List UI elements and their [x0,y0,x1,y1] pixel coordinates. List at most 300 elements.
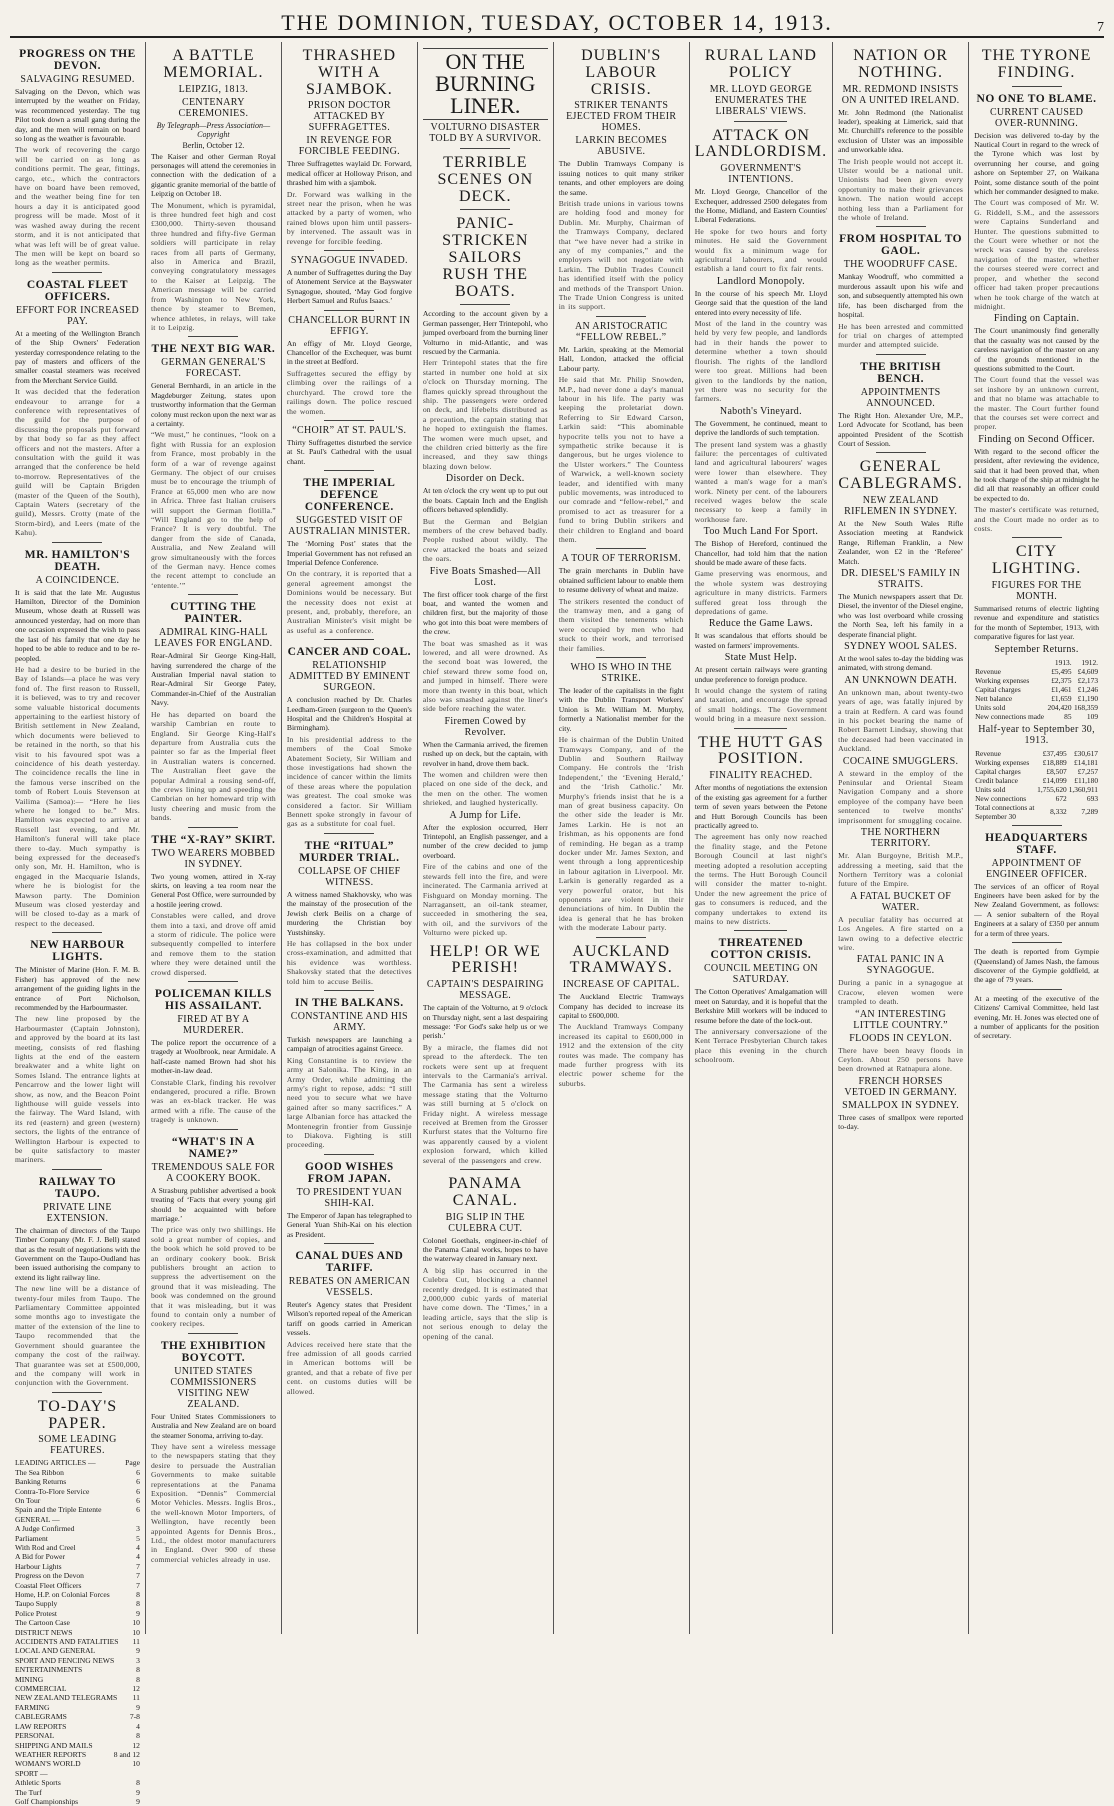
masthead-title: THE DOMINION, TUESDAY, OCTOBER 14, 1913. [281,10,833,35]
article-text: Summarised returns of electric lighting revenue and expenditure and statistics for the month of September, 1913, with comparative figures for last year. [974,604,1100,642]
toc-item [15,1628,140,1637]
headline: RAILWAY TO TAUPO. [38,1175,117,1200]
subhead: SALVAGING RESUMED. [20,74,135,85]
headline: POLICEMAN KILLS HIS ASSAILANT. [154,988,272,1013]
table-cell: Working expenses [975,757,1030,767]
article-text: A conclusion reached by Dr. Charles Leedham-Green (surgeon to the Queen's Hospital and the Children's Hospital at Birmingham). [286,695,412,733]
headline: THE BRITISH BENCH. [860,360,941,385]
toc-page: Page [125,1458,140,1468]
article-text: Three cases of smallpox were reported to-day. [838,1112,964,1132]
column-3 [282,42,418,1634]
article-body: Mr. Alan Burgoyne, British M.P., addressing a meeting, said that the Northern Territory was a colonial future of the Empire. [838,851,964,889]
subhead: COCAINE SMUGGLERS. [842,755,959,767]
article-text: The Court unanimously find generally that the casualty was not caused by the careless navigation of the master on any of the grounds mentioned in the questions submitted to the Court. [974,326,1100,373]
toc-label: Golf Championships [15,1796,79,1806]
toc-item [15,1797,140,1806]
toc-page: 4 [136,1721,140,1731]
table-cell: 85 [1064,711,1072,721]
toc-label: The Sea Ribbon [15,1467,64,1477]
subhead: FINALITY REACHED. [709,770,813,782]
table-header-row [974,658,1099,667]
toc-label: PERSONAL [15,1731,55,1741]
toc-item [15,1487,140,1496]
table-cell: Total connections at September 30 [975,802,1035,821]
toc-item [15,1618,140,1627]
divider [324,639,374,640]
table-cell: £30,617 [1073,748,1099,758]
subhead: NEW ZEALAND RIFLEMEN IN SYDNEY. [844,494,958,517]
toc-label: CABLEGRAMS [15,1712,67,1722]
table-cell: £2,375 [1051,675,1072,685]
table-cell: Capital charges [975,684,1021,694]
subhead: STRIKER TENANTS EJECTED FROM THEIR HOMES. [566,100,677,134]
toc-label: WOMAN'S WORLD [15,1759,81,1769]
headline: ON THE BURNING LINER. [423,48,548,120]
article-text: Mr. John Redmond (the Nationalist leader), speaking at Limerick, said that Mr. Churchill's reference to the possible exclusion of Ulster was an impossible and unworkable idea. [838,107,964,155]
table-cell: Working expenses [975,675,1030,685]
subhead: “CHOIR” AT ST. PAUL'S. [292,424,407,436]
article-text: The Cotton Operatives' Amalgamation will meet on Saturday, and it is hopeful that the Berkshire Mill workers will be induced to resume before the date of the lock-out. [694,987,828,1025]
table-cell: Revenue [975,666,1001,676]
subhead: REBATES ON AMERICAN VESSELS. [288,1276,410,1299]
divider [876,452,926,453]
table-row [974,794,1099,803]
article-text: The first officer took charge of the first boat, and wanted the women and children first, but the majority of those who got into this boat were members of the crew. [422,589,548,637]
article-body: Herr Trintepohl states that the fire started in number one hold at six o'clock on Thursday morning. The flames quickly spread throughout the ship. The passengers were ordered on deck, and lifebelts distributed as a precaution, the captain stating that he hoped to extinguish the flames. The women were much upset, and the children cried bitterly as the fire increased, and they saw things blazing down below. [422,358,548,471]
table-cell: £1,461 [1051,684,1072,694]
article-body: He has been arrested and committed for trial on charges of attempted murder and attempted suicide. [838,321,964,350]
subhead: CAPTAIN'S DESPAIRING MESSAGE. [426,979,544,1002]
divider [188,336,238,337]
divider [460,304,510,305]
headline: IN THE BALKANS. [295,996,404,1009]
subhead: LARKIN BECOMES ABUSIVE. [575,135,668,158]
toc-label: The Cartoon Case [15,1618,70,1628]
article-text: The Emperor of Japan has telegraphed to General Yuan Shih-Kai on his election as President. [286,1210,412,1239]
toc-item [15,1543,140,1552]
table-cell: £14,099 [1042,775,1067,785]
divider [52,1392,102,1393]
article-body: “We must,” he continues, “look on a fight with Russia for an explosion from France, most probably in the form of a war of revenge against Germany. The object of our cruises must be to encourage the triumph of France at 65,000 men who are now in Africa. Three fast Italian cruisers will support the German flotilla.” “Will England go to the help of France? It is very doubtful. The danger from the side of Canada, Australia, and New Zealand will grow simultaneously with the forces of the German navy. Hence comes the recent attempt to conclude an ‘entente.’” [150,430,276,590]
article-body: A steward in the employ of the Peninsular and Oriental Steam Navigation Company and a shore employee of the company have been sentenced to twelve months' imprisonment for smuggling cocaine. [838,768,964,825]
table-cell: £8,507 [1046,766,1067,776]
article-text: Reuter's Agency states that President Wilson's reported repeal of the American tariff on goods carried in American vessels. [286,1300,412,1338]
headline: NEW HARBOUR LIGHTS. [30,939,125,964]
toc-page: 12 [132,1740,140,1750]
article-body: British trade unions in various towns are holding food and money for Dublin. Mr. Murphy, Chairman of the Tramways Company, declared that “we have never had a strike in any of my companies,” and the employers will not negotiate with Larkin. The Dublin Trades Council has identified itself with the policy and methods of the Transport Union. The Trade Union Congress is united in its support. [558,199,684,312]
subhead: GOVERNMENT'S INTENTIONS. [720,163,802,186]
article-body: He said that Mr. Philip Snowden, M.P., had never done a day's manual labour in his life. The party was keeping the proletariat down. Referring to Sir Edward Carson, Larkin said: “This abominable hypocrite tells you not to have a sympathetic strike because it is dangerous, but he urges violence to the Ulster workers.” The Countess of Warwick, a well-known society leader, and identified with many public movements, was introduced to our comrade and “fellow-rebel,” and promised to act as treasurer for a fund to bring Dublin strikers and their children to England and board them. [558,375,684,545]
headline: GOOD WISHES FROM JAPAN. [304,1160,394,1185]
article-text: It is said that the late Mr. Augustus Hamilton, Director of the Dominion Museum, whose death at Russell was announced yesterday, had on more than one occasion expressed the wish to pass the last of his family that one day he hoped to be able to reduce and to be re-peopled. [15,587,140,663]
subhead: Too Much Land For Sport. [703,526,819,538]
headline: THREATENED COTTON CRISIS. [710,937,812,962]
table-cell: £11,180 [1074,775,1099,785]
toc-item [15,1759,140,1768]
toc-item [15,1609,140,1618]
toc-label: Police Protest [15,1608,57,1618]
article-text: The ‘Morning Post’ states that the Imperial Government has not refused an Imperial Defence Conference. [286,539,412,567]
table-cell: 8,332 [1050,807,1067,817]
subhead: State Must Help. [724,652,798,664]
table-row [974,667,1099,676]
toc-label: Home, H.P. on Colonial Forces [15,1590,110,1599]
subhead: Reduce the Game Laws. [708,618,813,630]
toc-label: The Turf [15,1787,42,1797]
article-text: Salvaging on the Devon, which was interrupted by the weather on Friday, was recommenced yesterday. The tug Pilot took down a small gang during the day, and the men will remain on board so long as the weather is favourable. [15,87,140,144]
dateline: Berlin, October 12. [182,140,245,150]
subhead: VOLTURNO DISASTER TOLD BY A SURVIVOR. [429,122,542,144]
table-cell: 1,755,620 [1037,784,1067,794]
toc-item [15,1750,140,1759]
article-text: It was scandalous that efforts should be wasted on farmers' improvements. [694,631,828,650]
divider [1012,989,1062,990]
divider [1012,942,1062,943]
subhead: TO PRESIDENT YUAN SHIH-KAI. [296,1186,403,1209]
table-title: Half-year to September 30, 1913. [978,723,1095,746]
table-row [974,803,1099,821]
article-text: According to the account given by a German passenger, Herr Trintepohl, who jumped overboard from the burning liner Volturno in mid-Atlantic, and was rescued by the Carmania. [422,309,548,356]
subhead: “AN INTERESTING LITTLE COUNTRY.” [853,1008,948,1031]
article-text: The police report the occurrence of a tragedy at Woolbrook, near Armidale. A half-caste named Brown had shot his mother-in-law dead. [150,1038,276,1076]
article-body: The new line proposed by the Harbourmaster (Captain Johnston), and approved by the board at its last meeting, consists of red flashing lights at the end of the eastern breakwater and a white light on Somes Island. The entrance lights at Pencarrow and the lower light will show, as now, and the Beacon Point lighthouse will guide vessels into the fairway. The Ward Island, with its red (eastern) and green (western) sectors, the lights of the entrance of Wellington Harbour is expected to be quite satisfactory to master mariners. [15,1014,140,1165]
divider [460,148,510,149]
toc-label: WEATHER REPORTS [15,1749,87,1759]
columns [10,42,1104,1806]
subhead: FRENCH HORSES VETOED IN GERMANY. [844,1075,957,1098]
table-cell: New connections made [975,711,1045,721]
subhead: DR. DIESEL'S FAMILY IN STRAITS. [841,567,961,590]
article-text: With regard to the second officer the president, after reviewing the evidence, said that it had been proved that, when he took charge of the ship at midnight he did all that reasonably an officer could be expected to do. [974,446,1100,503]
toc-page: 7 [136,1561,140,1571]
toc-item [15,1552,140,1561]
toc-item [15,1712,140,1721]
subhead: Disorder on Deck. [445,473,525,485]
table-header-cell: 1912. [1081,657,1099,667]
toc-label: LEADING ARTICLES — [15,1458,96,1468]
toc-page: 11 [132,1637,140,1647]
toc-page: 6 [136,1505,140,1515]
column-4 [418,42,554,1634]
article-body: Game preserving was enormous, and the whole system was destroying agriculture in many districts. Farmers suffered great loss through the depredations of game. [694,569,828,617]
article-text: After months of negotiations the extension of the existing gas agreement for a further term of seven years between the Petone and Hutt Borough Councils has been practically agreed to. [694,783,828,830]
article-text: At a meeting of the Wellington Branch of the Ship Owners' Federation yesterday correspondence relating to the pay of masters and officers of the smaller coastal steamers was received from the Merchant Service Guild. [15,328,140,385]
article-text: The Munich newspapers assert that Dr. Diesel, the inventor of the Diesel engine, who was lost overboard while crossing the North Sea, left his family in a desperate financial plight. [838,591,964,639]
headline: FROM HOSPITAL TO GAOL. [839,233,963,258]
subhead: A TOUR OF TERRORISM. [561,553,681,565]
table-header-cell [974,658,1046,667]
article-text: A number of Suffragettes during the Day of Atonement Service at the Bayswater Synagogue, shouted, ‘May God forgive Herbert Samuel and Rufus Isaacs.’ [286,268,412,306]
divider [596,937,646,938]
toc-page: 9 [136,1787,140,1797]
table-cell: New connections [975,793,1027,803]
toc-label: Progress on the Devon [15,1571,84,1581]
article-text: The Bishop of Hereford, continued the Chancellor, had told him that the nation should be made aware of these facts. [694,539,828,567]
divider [324,420,374,421]
article-body: Constable Clark, finding his revolver endangered, procured a rifle. Brown was an ex-black tracker. He was armed with a rifle. The cause of the tragedy is unknown. [150,1077,276,1125]
divider [1012,825,1062,826]
subhead: CONSTANTINE AND HIS ARMY. [290,1010,408,1033]
article-text: In the course of his speech Mr. Lloyd George said that the question of the land entered into every necessity of life. [694,288,828,317]
subhead: APPOINTMENTS ANNOUNCED. [860,386,941,409]
article-body: The strikers resented the conduct of the tramway men, and a gang of them visited the tenements which were occupied by men who had stuck to their work, and terrorised their families. [558,596,684,653]
headline: PROGRESS ON THE DEVON. [19,48,136,72]
divider [52,542,102,543]
toc-item [15,1769,140,1778]
article-text: The grain merchants in Dublin have obtained sufficient labour to enable them to resume delivery of wheat and maize. [558,566,684,595]
table-row [974,767,1099,776]
article-body: The boat was smashed as it was lowered, and all were drowned. As the second boat was lowered, the chief steward threw some food on, and jumped in himself. There were more than twenty in this boat, which also was smashed against the liner's side before reaching the water. [422,638,548,714]
divider [876,226,926,227]
headline: THE “RITUAL” MURDER TRIAL. [299,839,400,864]
toc-page: 8 [136,1731,140,1741]
article-body: They have sent a wireless message to the newspapers stating that they desire to persuade the Australian Governments to make suitable representations at the Panama Exposition. “Dennis” Commercial Motor Vehicles. Messrs. Inglis Bros., the well-known Motor Importers, of Wellington, have recently been appointed Agents for Dennis Bros., Ltd., the oldest motor manufacturers in England. Over 900 of these commercial vehicles already in use. [150,1442,276,1564]
divider [876,354,926,355]
subhead: GERMAN GENERAL'S FORECAST. [161,357,266,380]
toc-item [15,1675,140,1684]
toc-label: Parliament [15,1533,48,1543]
subhead: LEIPZIG, 1813. [178,83,249,95]
article-body: The Auckland Tramways Company increased its capital to £600,000 in 1912 and the extension of the city routes was made. The company has made further progress with its electric power scheme for the suburbs. [558,1022,684,1088]
divider [324,470,374,471]
toc-item [15,1693,140,1702]
toc-item [15,1637,140,1646]
toc-page: 4 [136,1552,140,1562]
headline: CANAL DUES AND TARIFF. [295,1250,404,1275]
article-text: The death is reported from Gympie (Queensland) of James Nash, the famous discoverer of the Gympie goldfield, at the age of 79 years. [974,947,1100,985]
toc-item [15,1722,140,1731]
article-text: The chairman of directors of the Taupo Timber Company (Mr. F. J. Bell) stated that as the result of negotiations with the Government on the Taupo-Oudland has been issued authorising the company to extend its light railway line. [15,1225,140,1282]
toc-page: 10 [132,1759,140,1769]
toc-label: SHIPPING AND MAILS [15,1740,93,1750]
divider [188,981,238,982]
headline: THE NEXT BIG WAR. [151,343,276,356]
article-body: There have been heavy floods in Ceylon. About 250 persons have been drowned at Ratnapura alone. [838,1045,964,1074]
headline: ATTACK ON LANDLORDISM. [694,126,828,161]
headline: NATION OR NOTHING. [853,47,948,81]
table-row [974,776,1099,785]
subhead: CHANCELLOR BURNT IN EFFIGY. [288,314,411,337]
article-body: The anniversary conversazione of the Kent Terrace Presbyterian Church takes place this evening in the church schoolroom. [694,1027,828,1065]
toc-label: Contra-To-Flore Service [15,1486,90,1496]
article-body: But the German and Belgian members of the crew behaved badly. People rushed about wildly. The crew attacked the boats and seized the oars. [422,516,548,564]
toc-item [15,1741,140,1750]
toc-item [15,1477,140,1486]
toc-item [15,1562,140,1571]
divider [324,1154,374,1155]
article-body: A big slip has occurred in the Culebra Cut, blocking a channel recently dredged. It is estimated that 2,000,000 cubic yards of material have come down. The ‘Times,’ in a leading article, says that the slip is not serious enough to delay the opening of the canal. [422,1265,548,1341]
toc-item [15,1496,140,1505]
subhead: TWO WEARERS MOBBED IN SYDNEY. [151,847,276,870]
article-text: At present certain railways were granting undue preference to foreign produce. [694,665,828,684]
subhead: AN ARISTOCRATIC “FELLOW REBEL.” [575,320,668,343]
headline: MR. HAMILTON'S DEATH. [24,548,131,573]
table-cell: 693 [1086,793,1099,803]
subhead: SYDNEY WOOL SALES. [844,641,958,652]
table-of-contents [15,1458,140,1806]
subhead: PRISON DOCTOR ATTACKED BY SUFFRAGETTES. [307,100,391,134]
article-text: When the Carmania arrived, the firemen rushed up on deck, but the captain, with revolver in hand, drove them back. [422,739,548,768]
table-cell: 1,360,911 [1068,784,1099,794]
headline: PANAMA CANAL. [448,1175,523,1209]
divider [460,209,510,210]
subhead: RELATIONSHIP ADMITTED BY EMINENT SURGEON. [288,660,411,694]
divider [52,932,102,933]
article-text: Mr. Lloyd George, Chancellor of the Exchequer, addressed 2500 delegates from the Home, Midland, and Eastern Counties' Liberal Federations. [694,187,828,225]
subhead: WHO IS WHO IN THE STRIKE. [570,662,672,685]
toc-label: Banking Returns [15,1477,67,1487]
toc-item [15,1599,140,1608]
article-body: The new line will be a distance of twenty-four miles from Taupo. The Parliamentary Committee appointed some months ago to investigate the matter of the extension of the line to Taupo recommended that the Government should guarantee the company the cost of the railway. That guarantee was set at £500,000, and the company will work in conjunction with the Government. [15,1284,140,1388]
toc-page: 5 [136,1533,140,1543]
article-text: Three Suffragettes waylaid Dr. Forward, medical officer at Holloway Prison, and thrashed him with a sjambok. [286,159,412,188]
subhead: Finding on Captain. [993,313,1080,325]
toc-page: 10 [132,1618,140,1628]
subhead: CENTENARY CEREMONIES. [178,96,249,119]
subhead: SUGGESTED VISIT OF AUSTRALIAN MINISTER. [288,515,411,538]
article-body: It would change the system of rating and taxation, and encourage the spread of small holdings. The Government would bring in a measure next session. [694,686,828,724]
subhead: A Jump for Life. [449,809,522,821]
toc-page: 7-8 [129,1712,140,1722]
article-text: Thirty Suffragettes disturbed the service at St. Paul's Cathedral with the usual chant. [286,437,412,466]
toc-item [15,1731,140,1740]
toc-item [15,1590,140,1599]
article-text: Mankay Woodruff, who committed a murderous assault upon his wife and son, and subsequently attempted his own life, has been discharged from the hospital. [838,272,964,320]
article-body: The present land system was a ghastly failure: the percentages of cultivated land and agricultural labourers' wages were lower than elsewhere. They wanted a man's wage for a man's work. Ninety per cent. of the labourers received wages below the scale necessary to keep a family in workhouse fare. [694,439,828,524]
headline: A BATTLE MEMORIAL. [163,47,264,81]
article-text: The services of an officer of Royal Engineers have been asked for by the New Zealand Government, as follows:— A senior subaltern of the Royal Engineers at a salary of £350 per annum for a term of three years. [974,881,1100,938]
headline: THE IMPERIAL DEFENCE CONFERENCE. [303,477,396,514]
subhead: THE WOODRUFF CASE. [843,259,958,271]
divider [734,121,787,122]
toc-item [15,1665,140,1674]
page-number: 7 [1097,20,1104,35]
article-body: The price was only two shillings. He sold a great number of copies, and the book which he sold proved to be an ordinary cookery book. Brisk publishers brought an action to suppress the advertisement on the ground that it was misleading. The book was condemned on the ground that it was misleading, but it was found to contain only a number of cookery recipes. [150,1225,276,1329]
divider [596,657,646,658]
article-text: A Strasburg publisher advertised a book treating of ‘Facts that every young girl should be acquainted with before marriage.’ [150,1185,276,1223]
column-2 [146,42,282,1634]
headline: “WHAT'S IN A NAME?” [171,1135,255,1160]
toc-item [15,1703,140,1712]
article-text: At ten o'clock the cry went up to put out the boats. Captain Inch and the English officers behaved splendidly. [422,486,548,515]
subhead: Firemen Cowed by Revolver. [444,715,527,738]
toc-page: 9 [136,1702,140,1712]
toc-page: 10 [132,1627,140,1637]
toc-page: 6 [136,1467,140,1477]
divider [324,1243,374,1244]
headline: THE “X-RAY” SKIRT. [151,833,276,846]
headline: DUBLIN'S LABOUR CRISIS. [581,47,662,98]
table-cell: £37,495 [1042,748,1067,758]
toc-page: 9 [136,1608,140,1618]
toc-label: A Bid for Power [15,1552,65,1562]
divider [596,316,646,317]
divider [188,1129,238,1130]
table-cell: £1,246 [1077,684,1099,694]
table-cell: 109 [1086,711,1099,721]
article-body: A peculiar fatality has occurred at Los Angeles. A fire started on a lawn owing to a defective electric wire. [838,914,964,952]
subhead: COUNCIL MEETING ON SATURDAY. [703,963,818,986]
table-cell: £18,889 [1042,757,1067,767]
table-cell: 204,420 [1047,702,1072,712]
headline: PANIC-STRICKEN SAILORS RUSH THE BOATS. [442,215,529,300]
divider [52,272,102,273]
subhead: FIGURES FOR THE MONTH. [991,580,1082,603]
divider [1012,537,1062,538]
table-cell: Units sold [975,784,1006,794]
divider [596,548,646,549]
subhead: SMALLPOX IN SYDNEY. [842,1099,960,1111]
headline: THE EXHIBITION BOYCOTT. [160,1339,266,1364]
divider [188,827,238,828]
toc-label: DISTRICT NEWS [15,1627,73,1637]
headline: COASTAL FLEET OFFICERS. [26,278,129,303]
toc-item [15,1581,140,1590]
toc-label: GENERAL — [15,1514,60,1524]
table-cell: £5,495 [1051,666,1072,676]
article-text: The captain of the Volturno, at 9 o'clock on Thursday night, sent a last despairing message: ‘For God's sake help us or we perish.’ [422,1003,548,1041]
article-body: The Court found that the vessel was set inshore by an unknown current, and that no blame was attachable to the master. The Court further found that the courses set were correct and proper. [974,375,1100,432]
column-6 [690,42,833,1634]
toc-page: 8 [136,1674,140,1684]
toc-item [15,1571,140,1580]
table-cell: £1,190 [1077,693,1099,703]
article-body: Dr. Forward was walking in the street near the prison, when he was attacked by a party of women, who rained blows upon him until passers-by intervened. The assault was in revenge for forcible feeding. [286,189,412,246]
subhead: PRIVATE LINE EXTENSION. [43,1201,112,1224]
article-body: On the contrary, it is reported that a general agreement amongst the Dominions would be necessary. But the necessity does not exist at present, and, probably, therefore, an Australian Minister's visit might be as useful as a conference. [286,569,412,635]
toc-label: With Rod and Creel [15,1542,76,1552]
toc-label: Harbour Lights [15,1561,62,1571]
toc-label: ENTERTAINMENTS [15,1665,83,1675]
table-cell: 672 [1055,793,1067,803]
divider [188,594,238,595]
headline: THE HUTT GAS POSITION. [698,733,824,768]
subhead: ADMIRAL KING-HALL LEAVES FOR ENGLAND. [154,627,273,650]
divider [734,930,787,931]
article-text: A witness named Shakhovsky, who was the mainstay of the prosecution of the Jewish clerk Beilis on a charge of murdering the Christian boy Yustshinsky. [286,889,412,937]
article-body: He is chairman of the Dublin United Tramways Company, and of the Dublin and Southern Railway Company. He controls the ‘Irish Independent,’ the ‘Evening Herald,’ and the ‘Irish Catholic.’ Mr. Murphy's friends insist that he is a man of great business capacity. On the other side the leader is Mr. James Larkin. He is not an Irishman, as his opponents are fond of reminding. He began as a tramp docker under Mr. James Sexton, and went through a long apprenticeship in labour agitation in Liverpool. Mr. Larkin is generally regarded as a very powerful orator, but his opponents are violent in their denunciations of him. In Dublin the idea is general that he has broken with the moderate Labour party. [558,735,684,933]
column-7 [833,42,969,1634]
toc-page: 3 [136,1524,140,1534]
table-row [974,703,1099,712]
article-body: Fire of the cabins and one of the stewards fell into the fire, and were incinerated. The Carmania arrived at Fishguard on Monday morning. The Narragansett, an oil-tank steamer, succeeded in smothering the sea, with oil, and the survivors of the Volturno were picked up. [422,862,548,938]
table-row [974,712,1099,721]
headline: CITY LIGHTING. [991,543,1082,578]
article-text: Rear-Admiral Sir George King-Hall, having surrendered the charge of the Australian Imperial naval station to Rear-Admiral Sir George Patey, Commander-in-Chief of the Australian Navy. [150,651,276,708]
article-text: Mr. Larkin, speaking at the Memorial Hall, London, attacked the official Labour party. [558,344,684,373]
divider [324,250,374,251]
article-body: By a miracle, the flames did not spread to the afterdeck. The ten rockets were sent up at frequent intervals to the Carmania's arrival. The Carmania has sent a wireless message stating that the Volturno was still burning at 5 o'clock on Friday night. A wireless message received at Bremen from the Grosser Kurfurst states that the Volturno fire was apparently caused by a violent explosion forward, which killed several of the passengers and crew. [422,1042,548,1165]
article-body: He has collapsed in the box under cross-examination, and admitted that his evidence was worthless. Shakovsky stated that the detectives told him to accuse Beilis. [286,938,412,986]
subhead: SYNAGOGUE INVADED. [290,255,408,267]
toc-label: SPORT — [15,1768,48,1778]
headline: RURAL LAND POLICY [704,47,817,81]
toc-item [15,1684,140,1693]
toc-page: 8 [136,1665,140,1675]
article-body: Most of the land in the country was held by very few people, and landlords had in their hands the power to determine whether a town should flourish. The rights of the landlord were too great. Millions had been given to the landlords by the nation, yet there was no security for the farmers. [694,319,828,404]
article-body: The Court was composed of Mr. W. G. Riddell, S.M., and the assessors were Captains Sunderland and Hunter. The questions submitted to the Court were whether or not the wreck was caused by the careless navigation of the master, whether the courses steered were correct and proper, and whether the second officer had taken proper precautions when he took charge of the watch at midnight. [974,198,1100,311]
figures-table-september [974,658,1099,721]
toc-page: 8 [136,1590,140,1599]
toc-page: 12 [132,1684,140,1694]
subhead: Naboth's Vineyard. [719,405,802,417]
subhead: Landlord Monopoly. [716,275,805,287]
article-text: Colonel Goethals, engineer-in-chief of the Panama Canal works, hopes to have the waterway cleared in January next. [422,1235,548,1264]
article-text: The Auckland Electric Tramways Company has decided to increase its capital to £600,000. [558,992,684,1021]
article-body: The agreement has only now reached the finality stage, and the Petone Borough Council at last night's meeting adopted a resolution accepting the terms. The Hutt Borough Council will consider the matter to-night. Under the new agreement the price of gas to consumers is reduced, and the company undertakes to extend its mains to new districts. [694,832,828,926]
article-body: The Monument, which is pyramidal, is three hundred feet high and cost £300,000. Thirty-seven thousand three hundred and fifty-five German soldiers will participate in relay races from all parts of Germany, also in America and Brazil, conveying congratulatory messages to the Kaiser at Leipzig. The American message will be carried from Washington to New York, thence by steamer to Bremen, whence athletes, in relays, will take it to Leipzig. [150,200,276,332]
toc-page: 7 [136,1580,140,1590]
